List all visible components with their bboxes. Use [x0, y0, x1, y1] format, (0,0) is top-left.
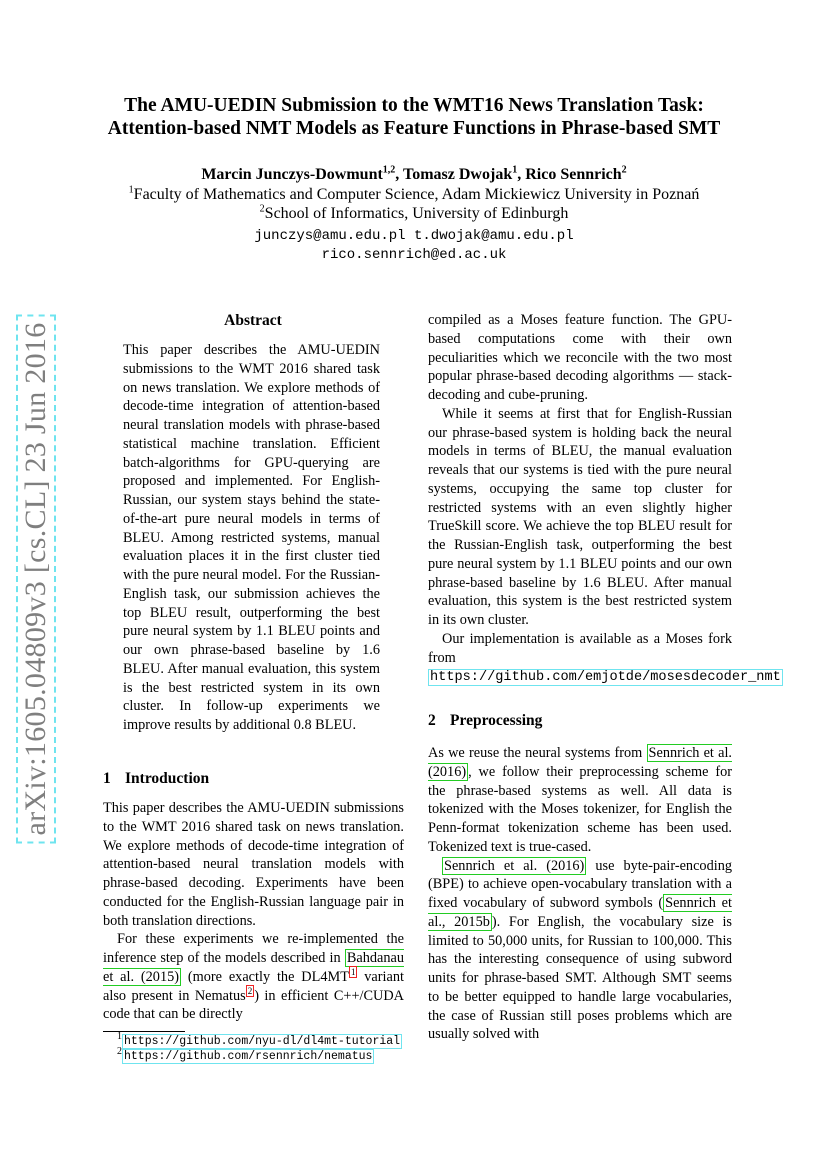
citation-link[interactable]: Bahdanau et al. (2015)	[103, 950, 404, 985]
text-run: As we reuse the neural systems from	[428, 745, 647, 761]
text-run: ). For English, the vocabulary size is limited to 50,000 units, for Russian to 100,000. This has the interesting consequence of using subword units for phrase-based SMT. Although SMT seems to be better equipped to handle large vocabularies, the case of Russian still poses problems which are usually solved with	[428, 913, 732, 1043]
footnote-1	[117, 1031, 402, 1048]
section-number: 2	[428, 712, 436, 729]
text-run: , we follow their preprocessing scheme for the phrase-based systems as well. All data is tokenized with the Moses tokenizer, for English the Penn-format tokenization scheme has been used. Tokenized text is true-cased.	[428, 763, 732, 855]
abstract-heading: Abstract	[224, 312, 282, 329]
author-affiliation-mark: 1,2	[382, 164, 396, 176]
footnote-number: 2	[117, 1046, 122, 1058]
paper-title-line1: The AMU-UEDIN Submission to the WMT16 News Translation Task:	[124, 95, 704, 116]
citation-link[interactable]: Sennrich et al. (2016)	[428, 745, 733, 780]
paragraph	[428, 857, 732, 1045]
footnote-url[interactable]: https://github.com/nyu-dl/dl4mt-tutorial	[124, 1035, 401, 1048]
introduction-body	[103, 799, 404, 1024]
footnote-2	[117, 1046, 374, 1063]
emails-line2: rico.sennrich@ed.ac.uk	[321, 247, 507, 263]
arxiv-identifier[interactable]: arXiv:1605.04809v3 [cs.CL] 23 Jun 2016	[16, 314, 56, 843]
abstract-body	[123, 341, 380, 735]
abstract-text: This paper describes the AMU-UEDIN submissions to the WMT 2016 shared task on news translation. We explore methods of decode-time integration of attention-based neural translation models with phrase-based statistical machine translation. Efficient batch-algorithms for GPU-querying are proposed and implemented. For English-Russian, our system stays behind the state-of-the-art pure neural models in terms of BLEU. Among restricted systems, manual evaluation places it in the first cluster tied with the pure neural model. For the Russian-English task, our submission achieves the top BLEU result, outperforming the best pure neural system by 1.1 BLEU points and our own phrase-based baseline by 1.6 BLEU. After manual evaluation, this system is the best restricted system in its own cluster. In follow-up experiments we improve results by additional 0.8 BLEU.	[123, 342, 380, 733]
repository-url[interactable]: https://github.com/emjotde/mosesdecoder_nmt	[430, 670, 781, 686]
section-heading-preprocessing	[428, 712, 542, 730]
author-list: Marcin Junczys-Dowmunt$^{1,2}$, Tomasz Dwojak$^1$, Rico Sennrich$^2$	[201, 164, 627, 183]
author-name: Tomasz Dwojak	[403, 166, 513, 183]
preprocessing-body	[428, 744, 732, 1044]
intro-paragraph-1: This paper describes the AMU-UEDIN submissions to the WMT 2016 shared task on news translation. We explore methods of decode-time integration of attention-based neural translation models with phrase-based decoding. Experiments have been conducted for the English-Russian language pair in both translation directions.	[103, 800, 404, 929]
affiliation-2	[0, 205, 828, 223]
footnote-ref[interactable]: 1	[350, 966, 356, 977]
section-title: Introduction	[125, 770, 210, 787]
paragraph: While it seems at first that for English-Russian our phrase-based system is holding back the neural models in terms of BLEU, the manual evaluation reveals that our systems is tied with the pure neural systems, occupying the same top cluster for restricted systems with an even slightly higher TrueSkill score. We achieve the top BLEU result for the Russian-English task, outperforming the best pure neural system by 1.1 BLEU points and our own phrase-based baseline by 1.6 BLEU. After manual evaluation, this system is the best restricted system in its own cluster.	[428, 405, 732, 628]
footnote-rule	[103, 1031, 185, 1032]
citation-link[interactable]: Sennrich et al. (2016)	[444, 857, 585, 874]
section-number: 1	[103, 770, 111, 787]
right-column-top	[428, 311, 781, 688]
paper-title-line2: Attention-based NMT Models as Feature Functions in Phrase-based SMT	[107, 118, 721, 139]
text-run: ) in efficient C++/CUDA code that can be directly	[103, 987, 404, 1023]
citation-link[interactable]: Sennrich et al., 2015b	[428, 895, 732, 930]
url-line	[428, 667, 781, 688]
emails-line1: junczys@amu.edu.pl t.dwojak@amu.edu.pl	[254, 228, 574, 244]
author-name: Marcin Junczys-Dowmunt	[201, 166, 383, 183]
paragraph	[428, 744, 732, 857]
affiliation-mark: 1	[128, 184, 134, 196]
affiliation-text: School of Informatics, University of Edinburgh	[264, 205, 569, 222]
text-run: use byte-pair-encoding (BPE) to achieve open-vocabulary translation with a fixed vocabulary of subword symbols (	[428, 857, 732, 911]
section-heading-introduction	[103, 770, 209, 788]
author-affiliation-mark: 1	[512, 164, 518, 176]
affiliation-mark: 2	[259, 203, 265, 215]
paragraph: compiled as a Moses feature function. The GPU-based computations come with their own peculiarities which we reconcile with the two most popular phrase-based decoding algorithms — stack-decoding and cube-pruning.	[428, 312, 732, 403]
footnote-url[interactable]: https://github.com/rsennrich/nematus	[124, 1050, 373, 1063]
text-run: (more exactly the DL4MT	[181, 968, 349, 985]
section-title: Preprocessing	[450, 712, 543, 729]
affiliation-1	[0, 186, 828, 204]
paragraph: Our implementation is available as a Moses fork from	[428, 630, 732, 666]
affiliation-text: Faculty of Mathematics and Computer Science, Adam Mickiewicz University in Poznań	[133, 186, 700, 203]
intro-paragraph-2	[103, 930, 404, 1024]
author-affiliation-mark: 2	[621, 164, 627, 176]
text-run: For these experiments we re-implemented the inference step of the models described in	[103, 931, 404, 966]
author-name: Rico Sennrich	[525, 166, 622, 183]
text-run: variant also present in Nematus	[103, 968, 404, 1004]
footnote-number: 1	[117, 1031, 122, 1043]
footnote-ref[interactable]: 2	[247, 985, 253, 996]
arxiv-sidebar	[16, 322, 56, 836]
